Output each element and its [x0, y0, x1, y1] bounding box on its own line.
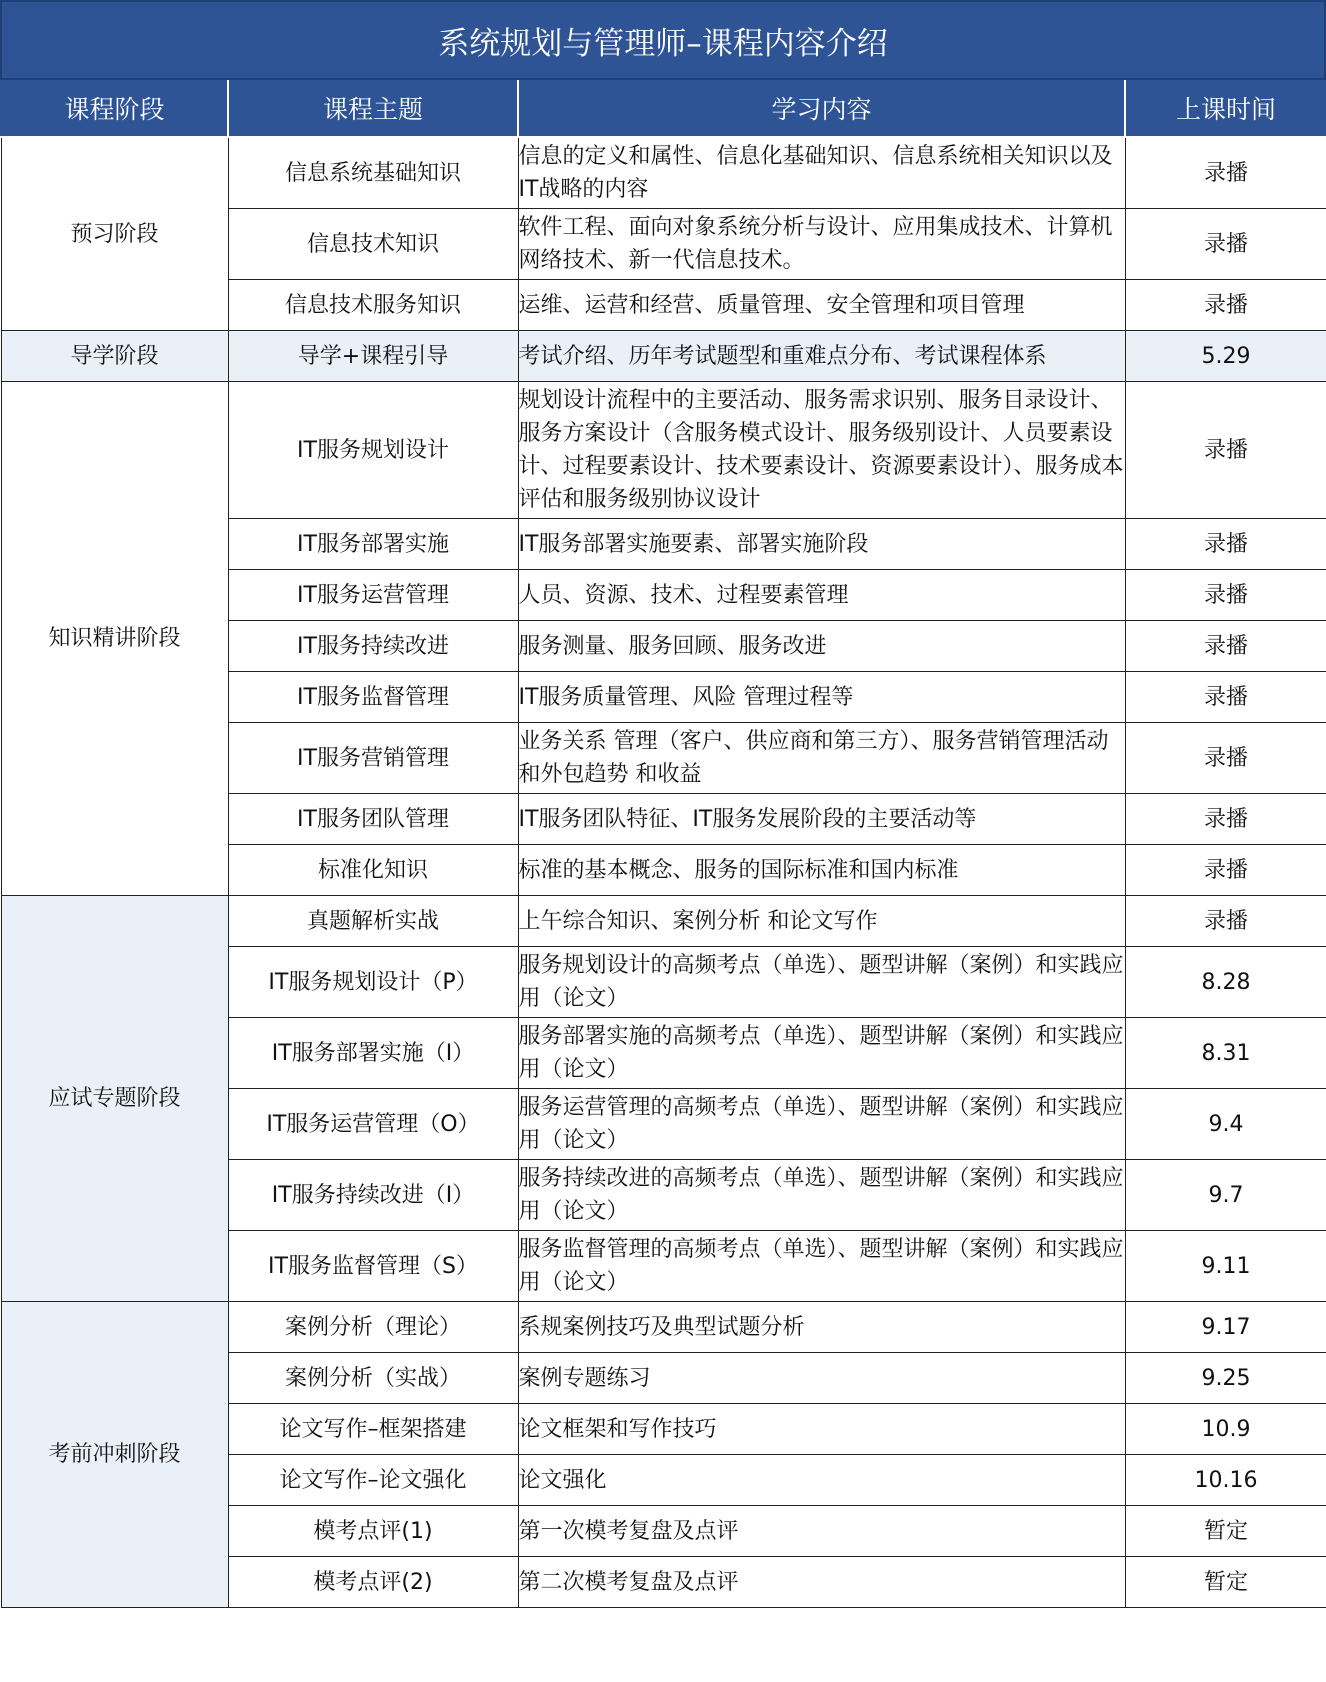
time-cell: 9.11: [1125, 1231, 1326, 1302]
content-cell: 第一次模考复盘及点评: [518, 1506, 1125, 1557]
topic-cell: 导学+课程引导: [228, 331, 518, 382]
course-table-body: [1, 137, 1326, 1608]
time-cell: 录播: [1125, 896, 1326, 947]
table-row: [1, 1302, 1326, 1353]
table-row: [1, 137, 1326, 209]
header-topic: 课程主题: [228, 80, 518, 137]
content-cell: IT服务部署实施要素、部署实施阶段: [518, 519, 1125, 570]
time-cell: 录播: [1125, 280, 1326, 331]
content-cell: 服务持续改进的高频考点（单选）、题型讲解（案例）和实践应用（论文）: [518, 1160, 1125, 1231]
header-row: [1, 80, 1326, 137]
content-cell: 上午综合知识、案例分析 和论文写作: [518, 896, 1125, 947]
topic-cell: IT服务规划设计: [228, 382, 518, 519]
content-cell: 业务关系 管理（客户、供应商和第三方）、服务营销管理活动和外包趋势 和收益: [518, 723, 1125, 794]
topic-cell: 模考点评(1): [228, 1506, 518, 1557]
content-cell: 服务测量、服务回顾、服务改进: [518, 621, 1125, 672]
topic-cell: IT服务团队管理: [228, 794, 518, 845]
topic-cell: 信息系统基础知识: [228, 137, 518, 209]
content-cell: 系规案例技巧及典型试题分析: [518, 1302, 1125, 1353]
time-cell: 录播: [1125, 570, 1326, 621]
time-cell: 录播: [1125, 723, 1326, 794]
stage-cell: 预习阶段: [1, 137, 228, 331]
time-cell: 录播: [1125, 382, 1326, 519]
content-cell: 服务运营管理的高频考点（单选）、题型讲解（案例）和实践应用（论文）: [518, 1089, 1125, 1160]
content-cell: 标准的基本概念、服务的国际标准和国内标准: [518, 845, 1125, 896]
time-cell: 录播: [1125, 845, 1326, 896]
header-stage: 课程阶段: [1, 80, 228, 137]
course-table: [0, 80, 1326, 1608]
topic-cell: IT服务监督管理: [228, 672, 518, 723]
topic-cell: IT服务部署实施: [228, 519, 518, 570]
time-cell: 9.17: [1125, 1302, 1326, 1353]
time-cell: 9.4: [1125, 1089, 1326, 1160]
stage-cell: 导学阶段: [1, 331, 228, 382]
time-cell: 8.28: [1125, 947, 1326, 1018]
time-cell: 9.25: [1125, 1353, 1326, 1404]
stage-cell: 考前冲刺阶段: [1, 1302, 228, 1608]
topic-cell: 案例分析（理论）: [228, 1302, 518, 1353]
time-cell: 录播: [1125, 209, 1326, 280]
time-cell: 10.16: [1125, 1455, 1326, 1506]
content-cell: 服务部署实施的高频考点（单选）、题型讲解（案例）和实践应用（论文）: [518, 1018, 1125, 1089]
topic-cell: 模考点评(2): [228, 1557, 518, 1608]
content-cell: IT服务团队特征、IT服务发展阶段的主要活动等: [518, 794, 1125, 845]
stage-cell: 应试专题阶段: [1, 896, 228, 1302]
content-cell: 案例专题练习: [518, 1353, 1125, 1404]
header-time: 上课时间: [1125, 80, 1326, 137]
content-cell: 服务规划设计的高频考点（单选）、题型讲解（案例）和实践应用（论文）: [518, 947, 1125, 1018]
topic-cell: IT服务规划设计（P）: [228, 947, 518, 1018]
table-row: [1, 331, 1326, 382]
topic-cell: IT服务运营管理: [228, 570, 518, 621]
topic-cell: 信息技术服务知识: [228, 280, 518, 331]
topic-cell: 论文写作–框架搭建: [228, 1404, 518, 1455]
topic-cell: 案例分析（实战）: [228, 1353, 518, 1404]
time-cell: 录播: [1125, 519, 1326, 570]
content-cell: 考试介绍、历年考试题型和重难点分布、考试课程体系: [518, 331, 1125, 382]
time-cell: 10.9: [1125, 1404, 1326, 1455]
table-row: [1, 382, 1326, 519]
time-cell: 录播: [1125, 621, 1326, 672]
time-cell: 5.29: [1125, 331, 1326, 382]
topic-cell: 标准化知识: [228, 845, 518, 896]
time-cell: 9.7: [1125, 1160, 1326, 1231]
content-cell: 信息的定义和属性、信息化基础知识、信息系统相关知识以及IT战略的内容: [518, 137, 1125, 209]
content-cell: 服务监督管理的高频考点（单选）、题型讲解（案例）和实践应用（论文）: [518, 1231, 1125, 1302]
content-cell: 人员、资源、技术、过程要素管理: [518, 570, 1125, 621]
topic-cell: IT服务监督管理（S）: [228, 1231, 518, 1302]
time-cell: 8.31: [1125, 1018, 1326, 1089]
stage-cell: 知识精讲阶段: [1, 382, 228, 896]
topic-cell: IT服务营销管理: [228, 723, 518, 794]
table-row: [1, 896, 1326, 947]
content-cell: 第二次模考复盘及点评: [518, 1557, 1125, 1608]
time-cell: 录播: [1125, 137, 1326, 209]
topic-cell: 真题解析实战: [228, 896, 518, 947]
topic-cell: IT服务运营管理（O）: [228, 1089, 518, 1160]
content-cell: 规划设计流程中的主要活动、服务需求识别、服务目录设计、服务方案设计（含服务模式设计、服务级别设计、人员要素设计、过程要素设计、技术要素设计、资源要素设计）、服务成本评估和服务级别协议设计: [518, 382, 1125, 519]
header-content: 学习内容: [518, 80, 1125, 137]
time-cell: 录播: [1125, 794, 1326, 845]
content-cell: 软件工程、面向对象系统分析与设计、应用集成技术、计算机网络技术、新一代信息技术。: [518, 209, 1125, 280]
content-cell: 论文强化: [518, 1455, 1125, 1506]
topic-cell: 信息技术知识: [228, 209, 518, 280]
time-cell: 录播: [1125, 672, 1326, 723]
content-cell: 论文框架和写作技巧: [518, 1404, 1125, 1455]
page-title: 系统规划与管理师–课程内容介绍: [0, 0, 1326, 80]
topic-cell: IT服务部署实施（I）: [228, 1018, 518, 1089]
topic-cell: 论文写作–论文强化: [228, 1455, 518, 1506]
time-cell: 暂定: [1125, 1557, 1326, 1608]
content-cell: IT服务质量管理、风险 管理过程等: [518, 672, 1125, 723]
topic-cell: IT服务持续改进（I）: [228, 1160, 518, 1231]
content-cell: 运维、运营和经营、质量管理、安全管理和项目管理: [518, 280, 1125, 331]
time-cell: 暂定: [1125, 1506, 1326, 1557]
topic-cell: IT服务持续改进: [228, 621, 518, 672]
